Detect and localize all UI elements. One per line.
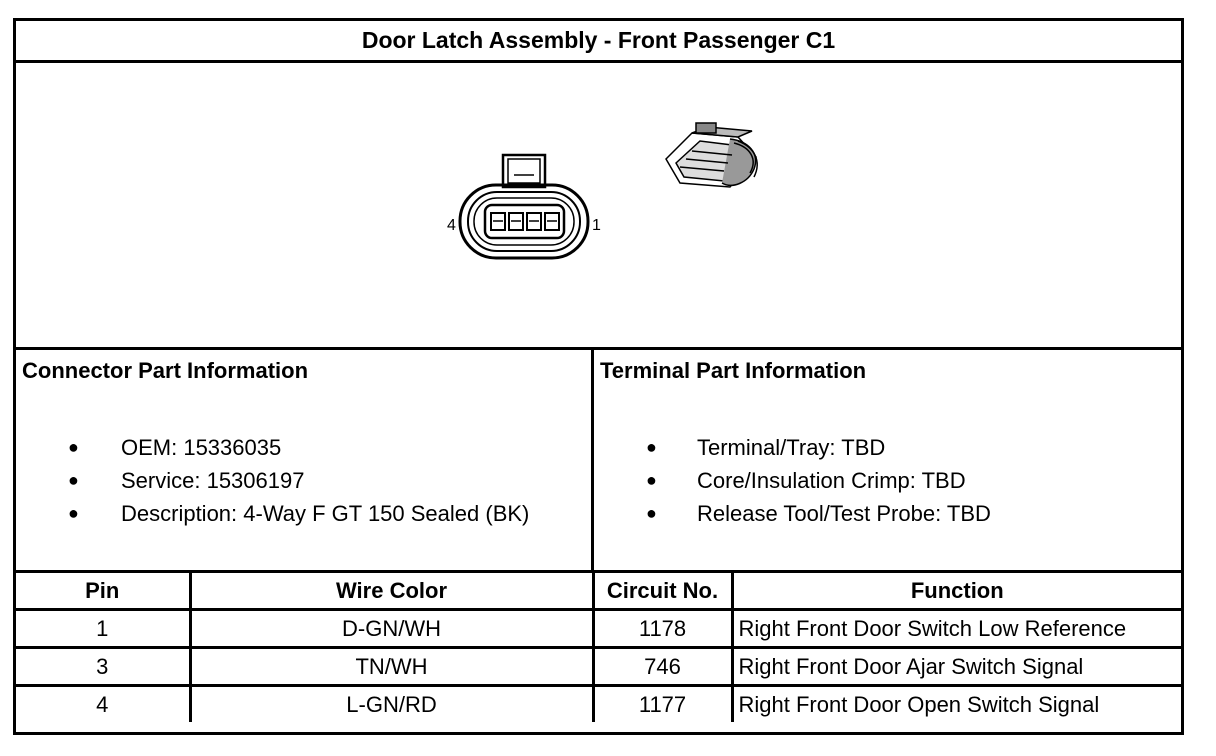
pin-label-4: 4: [447, 217, 456, 234]
cell-circuit-no: 1177: [593, 686, 732, 723]
table-row: [16, 686, 1181, 723]
pin-label-1: 1: [592, 217, 601, 234]
list-item: [594, 497, 991, 530]
connector-service: Service: 15306197: [121, 468, 305, 493]
connector-face-icon: [460, 155, 588, 258]
cell-circuit-no: 1178: [593, 610, 732, 648]
connector-diagram: [16, 63, 1181, 350]
cell-function: Right Front Door Switch Low Reference: [732, 610, 1181, 648]
table-header-row: [16, 572, 1181, 610]
table-row: [16, 648, 1181, 686]
terminal-release-tool: Release Tool/Test Probe: TBD: [697, 501, 991, 526]
cell-function: Right Front Door Ajar Switch Signal: [732, 648, 1181, 686]
list-item: [594, 431, 991, 464]
bullet-icon: ●: [68, 437, 79, 457]
connector-figure: [16, 63, 1181, 350]
bullet-icon: ●: [646, 503, 657, 523]
header-wire-color: Wire Color: [190, 572, 593, 610]
cell-pin: 1: [16, 610, 190, 648]
bullet-icon: ●: [68, 470, 79, 490]
header-pin: Pin: [16, 572, 190, 610]
pinout-table: [16, 570, 1181, 722]
cell-wire-color: TN/WH: [190, 648, 593, 686]
header-circuit-no: Circuit No.: [593, 572, 732, 610]
list-item: [16, 497, 529, 530]
cell-function: Right Front Door Open Switch Signal: [732, 686, 1181, 723]
cell-pin: 4: [16, 686, 190, 723]
connector-info-heading: Connector Part Information: [22, 358, 309, 383]
cell-wire-color: L-GN/RD: [190, 686, 593, 723]
sheet-title: Door Latch Assembly - Front Passenger C1: [16, 21, 1181, 63]
cell-wire-color: D-GN/WH: [190, 610, 593, 648]
table-row: [16, 610, 1181, 648]
connector-sheet: [13, 18, 1184, 735]
terminal-crimp: Core/Insulation Crimp: TBD: [697, 468, 966, 493]
bullet-icon: ●: [68, 503, 79, 523]
connector-description: Description: 4-Way F GT 150 Sealed (BK): [121, 501, 530, 526]
bullet-icon: ●: [646, 470, 657, 490]
cell-circuit-no: 746: [593, 648, 732, 686]
connector-oem: OEM: 15336035: [121, 435, 282, 460]
connector-part-information: [16, 350, 594, 570]
bullet-icon: ●: [646, 437, 657, 457]
terminal-tray: Terminal/Tray: TBD: [697, 435, 886, 460]
terminal-part-information: [594, 350, 1181, 570]
list-item: [594, 464, 991, 497]
terminal-info-list: [594, 431, 991, 530]
terminal-info-heading: Terminal Part Information: [600, 358, 867, 383]
header-function: Function: [732, 572, 1181, 610]
list-item: [16, 464, 529, 497]
connector-isometric-icon: [666, 123, 757, 187]
cell-pin: 3: [16, 648, 190, 686]
connector-info-list: [16, 431, 529, 530]
list-item: [16, 431, 529, 464]
